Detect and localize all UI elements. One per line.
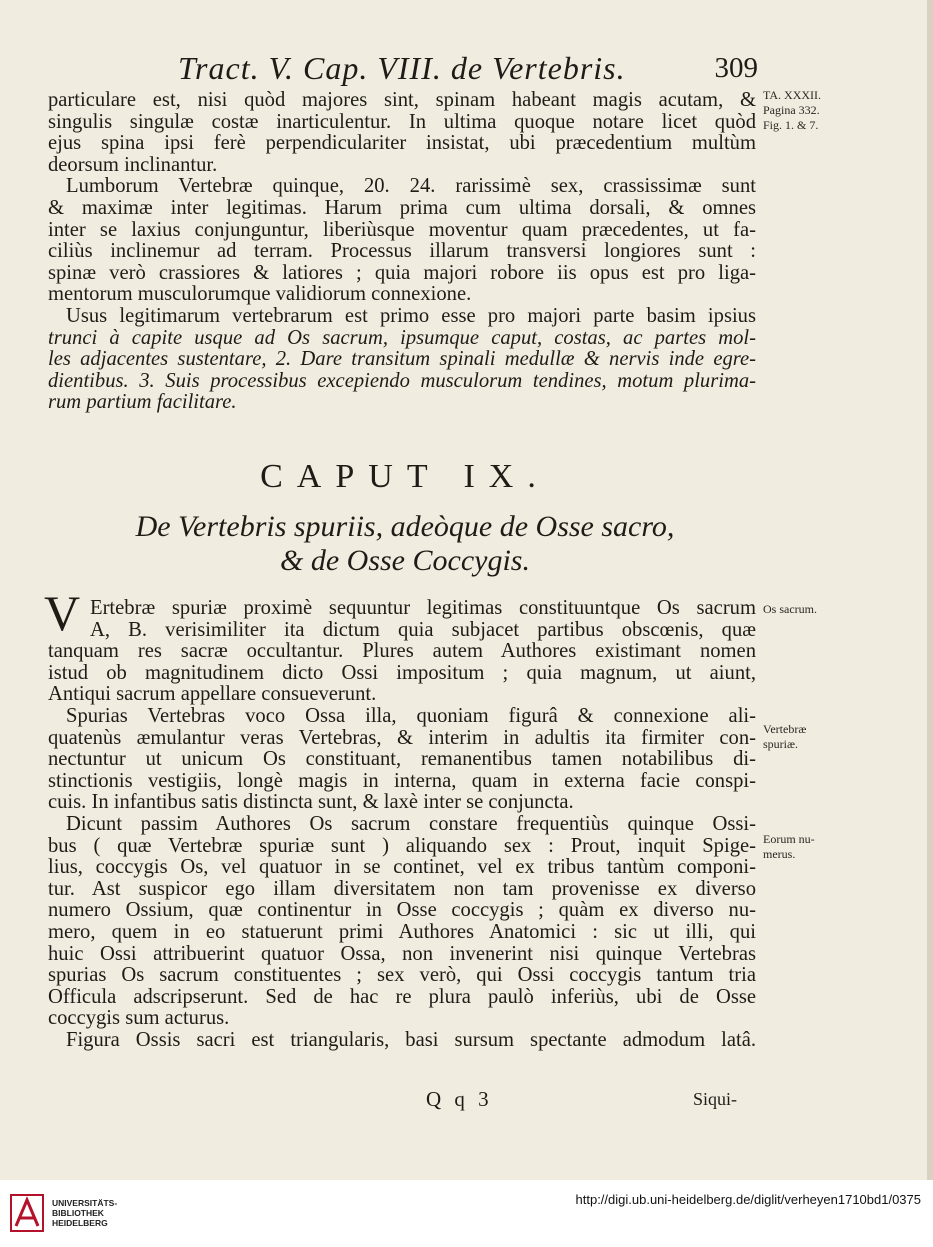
text-line: huic Ossi attribuerint quatuor Ossa, non invenerint nisi quinque Vertebras	[48, 943, 756, 965]
library-logo-icon	[10, 1194, 44, 1232]
page-number: 309	[714, 52, 758, 84]
catchword: Siqui-	[693, 1089, 738, 1109]
text-line: Antiqui sacrum appellare consueverunt.	[48, 684, 377, 706]
library-logo-text	[52, 1198, 117, 1228]
logo-text-line: HEIDELBERG	[52, 1218, 108, 1228]
text-line: trunci à capite usque ad Os sacrum, ipsumque caput, costas, ac partes mol-	[48, 327, 756, 349]
text-line: spurias Os sacrum constituentes ; sex verò, qui Ossi coccygis tantum tria	[48, 965, 756, 987]
viewer-footer	[0, 1180, 933, 1247]
text-line: quatenùs æmulantur veras Vertebras, & interim in adultis ita firmiter con-	[48, 727, 756, 749]
margin-note-os-sacrum	[763, 602, 883, 617]
text-line: rum partium facilitare.	[48, 392, 237, 414]
drop-capital: V	[44, 585, 81, 641]
text-line: A, B. verisimiliter ita dictum quia subjacet partibus obscœnis, quæ	[90, 619, 756, 641]
margin-note-line: Fig. 1. & 7.	[763, 118, 819, 132]
text-line: mentorum musculorumque validiorum connexione.	[48, 284, 472, 306]
running-title: Tract. V. Cap. VIII. de Vertebris.	[178, 50, 626, 86]
text-line: ejus spina ipsi ferè perpendiculariter insistat, ubi præcedentium multùm	[48, 133, 756, 155]
text-line: & maximæ inter legitimas. Harum prima cum ultima dorsali, & omnes	[48, 197, 756, 219]
library-logo[interactable]	[10, 1192, 130, 1236]
margin-note-line: Eorum nu-	[763, 832, 815, 846]
text-line: Dicunt passim Authores Os sacrum constare frequentiùs quinque Ossi-	[66, 813, 756, 835]
margin-note-eorum-numerus	[763, 832, 883, 862]
logo-text-line: UNIVERSITÄTS-	[52, 1198, 118, 1208]
text-line: tur. Ast suspicor ego illam diversitatem non tam provenisse ex diverso	[48, 878, 756, 900]
text-line: stinctionis vestigiis, longè magis in interna, quam in externa facie conspi-	[48, 770, 756, 792]
chapter-subtitle-line: & de Osse Coccygis.	[280, 544, 530, 577]
text-line: Usus legitimarum vertebrarum est primo esse pro majori parte basim ipsius	[66, 305, 756, 327]
text-line: particulare est, nisi quòd majores sint, spinam habeant magis acutam, &	[48, 90, 756, 111]
text-line: singulis singulæ costæ inarticulentur. In ultima quoque notare licet quòd	[48, 111, 756, 133]
text-line: inter se laxius conjunguntur, liberiùsque moventur quam præcedentes, ut fa-	[48, 219, 756, 241]
text-line: numero Ossium, quæ continentur in Osse coccygis ; quàm ex diverso nu-	[48, 900, 756, 922]
text-line: coccygis sum acturus.	[48, 1008, 230, 1030]
text-line: mero, quem in eo statuerunt primi Authores Anatomici : sic ut illi, qui	[48, 921, 756, 943]
margin-note-plate-reference	[763, 88, 883, 133]
text-line: dientibus. 3. Suis processibus excepiendo musculorum tendines, motum plurima-	[48, 370, 756, 392]
margin-note-line: TA. XXXII.	[763, 88, 822, 102]
text-line: lius, coccygis Os, vel quatuor in se continet, vel ex tribus tantùm componi-	[48, 857, 756, 879]
page-edge	[927, 0, 933, 1180]
running-header	[48, 50, 760, 90]
text-line: istud ob magnitudinem dicto Ossi impositum ; quia magnum, ut aiunt,	[48, 662, 756, 684]
text-line: spinæ verò crassiores & latiores ; quia majori robore iis opus est pro liga-	[48, 262, 756, 284]
margin-note-line: Os sacrum.	[763, 602, 817, 616]
text-line: Officula adscripserunt. Sed de hac re plura paulò inferiùs, ubi de Osse	[48, 986, 756, 1008]
text-line: Figura Ossis sacri est triangularis, basi sursum spectante admodum latâ.	[66, 1029, 756, 1051]
text-line: cuis. In infantibus satis distincta sunt, & laxè inter se conjuncta.	[48, 792, 574, 814]
margin-note-vertebrae-spuriae	[763, 722, 883, 752]
text-line: Spurias Vertebras voco Ossa illa, quoniam figurâ & connexione ali-	[66, 705, 756, 727]
text-line: les adjacentes sustentare, 2. Dare transitum spinali medullæ & nervis inde egre-	[48, 349, 756, 371]
text-line: tanquam res sacræ occultantur. Plures autem Authores existimant nomen	[48, 641, 756, 663]
chapter-title: CAPUT IX.	[260, 458, 550, 495]
text-block-top	[48, 90, 756, 414]
text-line: Lumborum Vertebræ quinque, 20. 24. rarissimè sex, crassissimæ sunt	[66, 176, 756, 198]
text-line: deorsum inclinantur.	[48, 154, 218, 176]
text-line: ciliùs inclinemur ad terram. Processus illarum transversi longiores sunt :	[48, 241, 756, 263]
text-line: bus ( quæ Vertebræ spuriæ sunt ) aliquando sex : Prout, inquit Spige-	[48, 835, 756, 857]
margin-note-line: Pagina 332.	[763, 103, 820, 117]
margin-note-line: merus.	[763, 847, 796, 861]
chapter-subtitle-line: De Vertebris spuriis, adeòque de Osse sacro,	[135, 510, 675, 543]
text-line: Ertebræ spuriæ proximè sequuntur legitimas constituuntque Os sacrum	[90, 598, 756, 619]
text-block-chapter	[48, 598, 756, 1051]
margin-note-line: Vertebræ	[763, 722, 807, 736]
logo-text-line: BIBLIOTHEK	[52, 1208, 104, 1218]
text-line: nectuntur ut unicum Os constituant, remanentibus tamen notabilibus di-	[48, 749, 756, 771]
page-url-link[interactable]: http://digi.ub.uni-heidelberg.de/diglit/verheyen1710bd1/0375	[575, 1192, 921, 1207]
signature-mark: Q q 3	[426, 1087, 493, 1111]
margin-note-line: spuriæ.	[763, 737, 799, 751]
